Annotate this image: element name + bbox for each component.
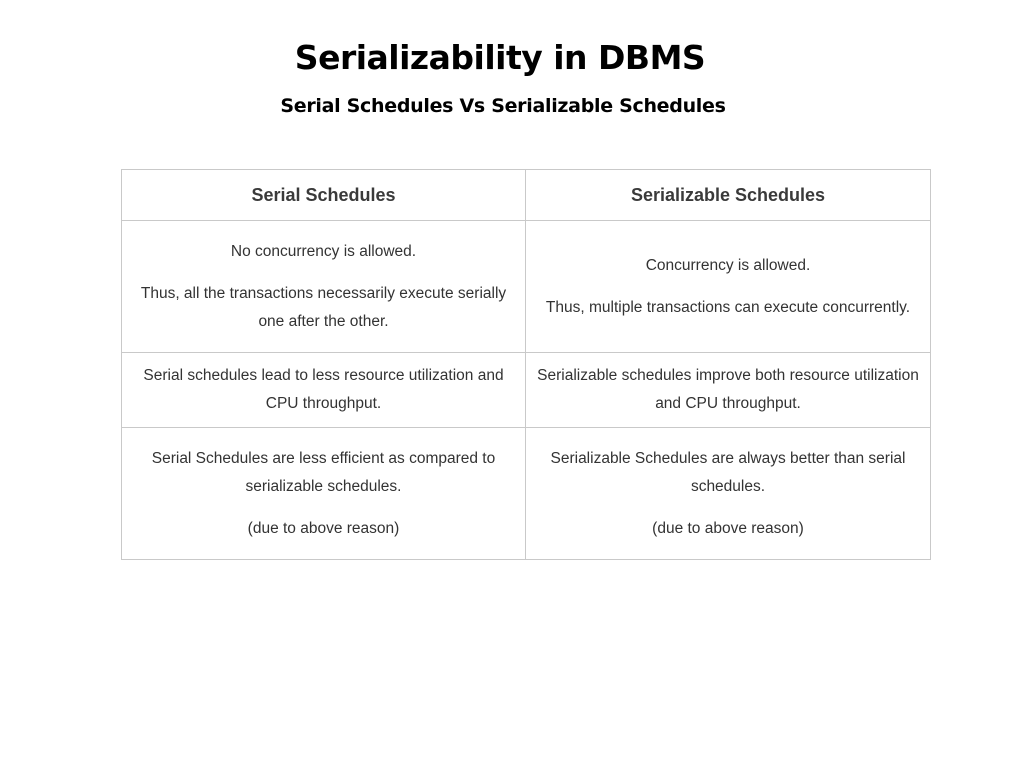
cell-text: Serial schedules lead to less resource utilization and CPU throughput. <box>143 367 504 412</box>
table-header-row <box>122 170 931 221</box>
cell-serializable-throughput <box>526 353 931 428</box>
slide-subtitle: Serial Schedules Vs Serializable Schedules <box>280 95 726 117</box>
cell-text: Serializable Schedules are always better than serial schedules. <box>550 449 906 495</box>
cell-text: Concurrency is allowed. <box>645 256 811 274</box>
cell-serializable-concurrency <box>526 221 931 353</box>
table-row-throughput <box>122 353 931 428</box>
cell-text: (due to above reason) <box>652 519 804 537</box>
cell-text: Serial Schedules are less efficient as compared to serializable schedules. <box>151 449 496 495</box>
cell-text: No concurrency is allowed. <box>230 242 417 260</box>
cell-text: Thus, all the transactions necessarily execute serially one after the other. <box>140 284 507 330</box>
cell-serial-throughput <box>122 353 526 428</box>
header-serial-schedules: Serial Schedules <box>122 170 526 221</box>
table-row-efficiency <box>122 428 931 560</box>
header-serializable-schedules: Serializable Schedules <box>526 170 931 221</box>
cell-text: Serializable schedules improve both resource utilization and CPU throughput. <box>537 367 919 412</box>
cell-serializable-efficiency <box>526 428 931 560</box>
cell-serial-concurrency <box>122 221 526 353</box>
cell-text: Thus, multiple transactions can execute concurrently. <box>545 298 911 316</box>
cell-serial-efficiency <box>122 428 526 560</box>
cell-text: (due to above reason) <box>247 519 400 537</box>
table-row-concurrency <box>122 221 931 353</box>
slide-title: Serializability in DBMS <box>294 38 706 77</box>
comparison-table <box>121 169 931 560</box>
